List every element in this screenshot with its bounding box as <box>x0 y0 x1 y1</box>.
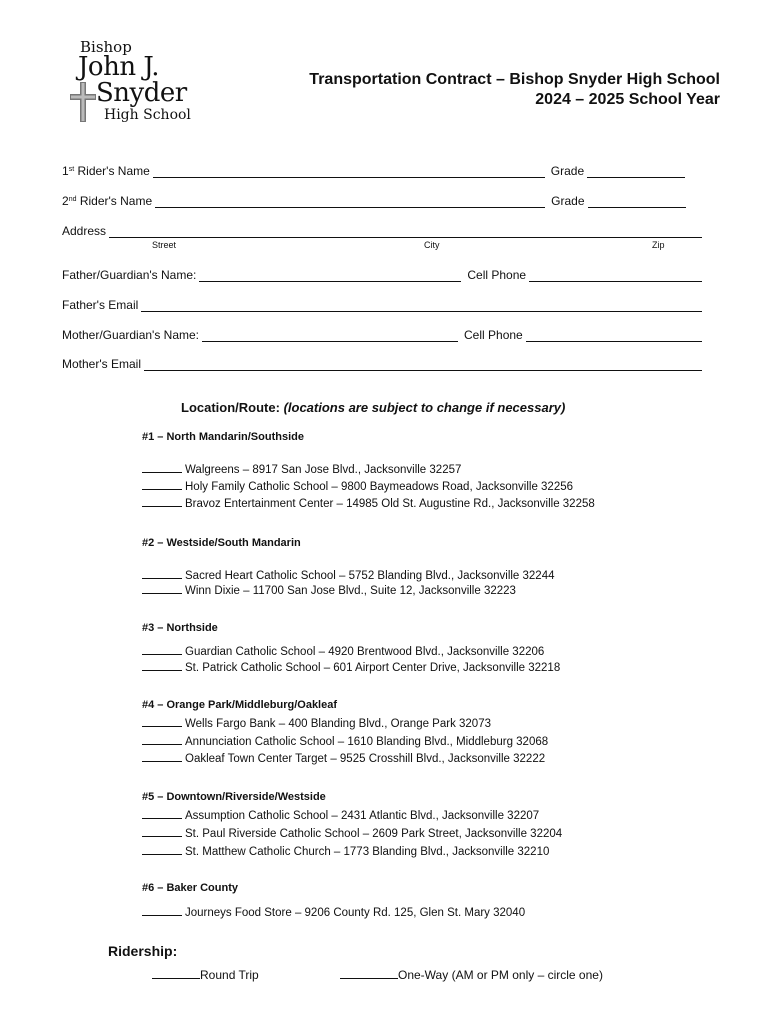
route-group-title: #6 – Baker County <box>142 882 238 894</box>
route-stop[interactable]: Oakleaf Town Center Target – 9525 Crosshill Blvd., Jacksonville 32222 <box>142 751 545 765</box>
stop-checkbox-blank[interactable] <box>142 479 182 490</box>
street-caption: Street <box>152 240 177 250</box>
zip-caption: Zip <box>652 240 665 250</box>
route-group-title: #1 – North Mandarin/Southside <box>142 431 304 443</box>
address-label: Address <box>62 224 107 238</box>
stop-checkbox-blank[interactable] <box>142 660 182 671</box>
father-name-field[interactable] <box>199 269 461 282</box>
route-stop[interactable]: Sacred Heart Catholic School – 5752 Blanding Blvd., Jacksonville 32244 <box>142 568 555 582</box>
stop-checkbox-blank[interactable] <box>142 716 182 727</box>
mother-email-label: Mother's Email <box>62 357 141 371</box>
mother-name-field[interactable] <box>202 329 458 342</box>
logo-line-john: John J. <box>78 52 159 82</box>
address-row <box>62 222 702 238</box>
cross-icon <box>70 82 96 122</box>
rider1-grade-label: Grade <box>550 164 585 178</box>
route-stop[interactable]: Journeys Food Store – 9206 County Rd. 125, Glen St. Mary 32040 <box>142 905 525 919</box>
rider1-name-field[interactable] <box>153 165 545 178</box>
route-stop[interactable]: St. Matthew Catholic Church – 1773 Blanding Blvd., Jacksonville 32210 <box>142 844 549 858</box>
route-stop[interactable]: Bravoz Entertainment Center – 14985 Old St. Augustine Rd., Jacksonville 32258 <box>142 496 595 510</box>
stop-checkbox-blank[interactable] <box>142 583 182 594</box>
father-email-label: Father's Email <box>62 298 139 312</box>
title-line-1: Transportation Contract – Bishop Snyder High School <box>309 71 720 88</box>
father-email-field[interactable] <box>141 299 702 312</box>
route-group-title: #3 – Northside <box>142 622 218 634</box>
stop-checkbox-blank[interactable] <box>142 734 182 745</box>
one-way-blank[interactable] <box>340 968 398 979</box>
rider1-grade-field[interactable] <box>587 165 685 178</box>
route-stop[interactable]: Guardian Catholic School – 4920 Brentwood Blvd., Jacksonville 32206 <box>142 644 544 658</box>
stop-checkbox-blank[interactable] <box>142 826 182 837</box>
route-group-title: #4 – Orange Park/Middleburg/Oakleaf <box>142 699 338 711</box>
stop-checkbox-blank[interactable] <box>142 462 182 473</box>
stop-checkbox-blank[interactable] <box>142 844 182 855</box>
rider1-row <box>62 162 702 178</box>
route-heading-note: (locations are subject to change if necessary) <box>283 400 566 415</box>
one-way-label: One-Way (AM or PM only – circle one) <box>398 968 603 982</box>
mother-row <box>62 326 702 342</box>
route-stop[interactable]: Walgreens – 8917 San Jose Blvd., Jacksonville 32257 <box>142 462 461 476</box>
round-trip-blank[interactable] <box>152 968 200 979</box>
rider2-grade-label: Grade <box>551 194 585 208</box>
route-heading <box>181 400 565 415</box>
stop-checkbox-blank[interactable] <box>142 751 182 762</box>
rider2-grade-field[interactable] <box>588 195 686 208</box>
city-caption: City <box>424 240 440 250</box>
logo-line-bishop: Bishop <box>80 38 132 56</box>
route-stop[interactable]: Holy Family Catholic School – 9800 Baymeadows Road, Jacksonville 32256 <box>142 479 573 493</box>
title-line-2: 2024 – 2025 School Year <box>535 91 720 108</box>
route-stop[interactable]: St. Paul Riverside Catholic School – 2609 Park Street, Jacksonville 32204 <box>142 826 562 840</box>
mother-email-row <box>62 355 702 371</box>
route-heading-label: Location/Route: <box>181 400 280 415</box>
round-trip-option[interactable] <box>152 968 259 982</box>
stop-checkbox-blank[interactable] <box>142 496 182 507</box>
mother-cell-field[interactable] <box>526 329 702 342</box>
rider1-label: Rider's Name <box>77 164 150 178</box>
logo-line-snyder: Snyder <box>96 78 187 108</box>
stop-checkbox-blank[interactable] <box>142 808 182 819</box>
logo-line-highschool: High School <box>104 107 191 123</box>
stop-checkbox-blank[interactable] <box>142 644 182 655</box>
rider2-row <box>62 192 702 208</box>
mother-email-field[interactable] <box>144 358 702 371</box>
father-email-row <box>62 296 702 312</box>
mother-name-label: Mother/Guardian's Name: <box>62 328 200 342</box>
address-field[interactable] <box>109 225 702 238</box>
rider2-sup: nd <box>68 196 77 203</box>
father-cell-label: Cell Phone <box>467 268 527 282</box>
document-title <box>309 70 720 110</box>
school-logo <box>70 38 200 130</box>
route-stop[interactable]: St. Patrick Catholic School – 601 Airport Center Drive, Jacksonville 32218 <box>142 660 560 674</box>
rider2-number: 2 <box>62 194 69 208</box>
route-stop[interactable]: Wells Fargo Bank – 400 Blanding Blvd., Orange Park 32073 <box>142 716 491 730</box>
one-way-option[interactable] <box>340 968 603 982</box>
route-group-title: #5 – Downtown/Riverside/Westside <box>142 791 326 803</box>
father-cell-field[interactable] <box>529 269 702 282</box>
father-row <box>62 266 702 282</box>
round-trip-label: Round Trip <box>200 968 259 982</box>
stop-checkbox-blank[interactable] <box>142 905 182 916</box>
rider1-number: 1 <box>62 164 69 178</box>
route-stop[interactable]: Winn Dixie – 11700 San Jose Blvd., Suite 12, Jacksonville 32223 <box>142 583 516 597</box>
father-name-label: Father/Guardian's Name: <box>62 268 197 282</box>
ridership-label: Ridership: <box>108 943 178 959</box>
mother-cell-label: Cell Phone <box>464 328 523 342</box>
rider2-label: Rider's Name <box>79 194 153 208</box>
rider2-name-field[interactable] <box>155 195 545 208</box>
stop-checkbox-blank[interactable] <box>142 568 182 579</box>
route-group-title: #2 – Westside/South Mandarin <box>142 537 301 549</box>
route-stop[interactable]: Assumption Catholic School – 2431 Atlantic Blvd., Jacksonville 32207 <box>142 808 539 822</box>
route-stop[interactable]: Annunciation Catholic School – 1610 Blanding Blvd., Middleburg 32068 <box>142 734 548 748</box>
rider1-sup: st <box>68 166 75 173</box>
